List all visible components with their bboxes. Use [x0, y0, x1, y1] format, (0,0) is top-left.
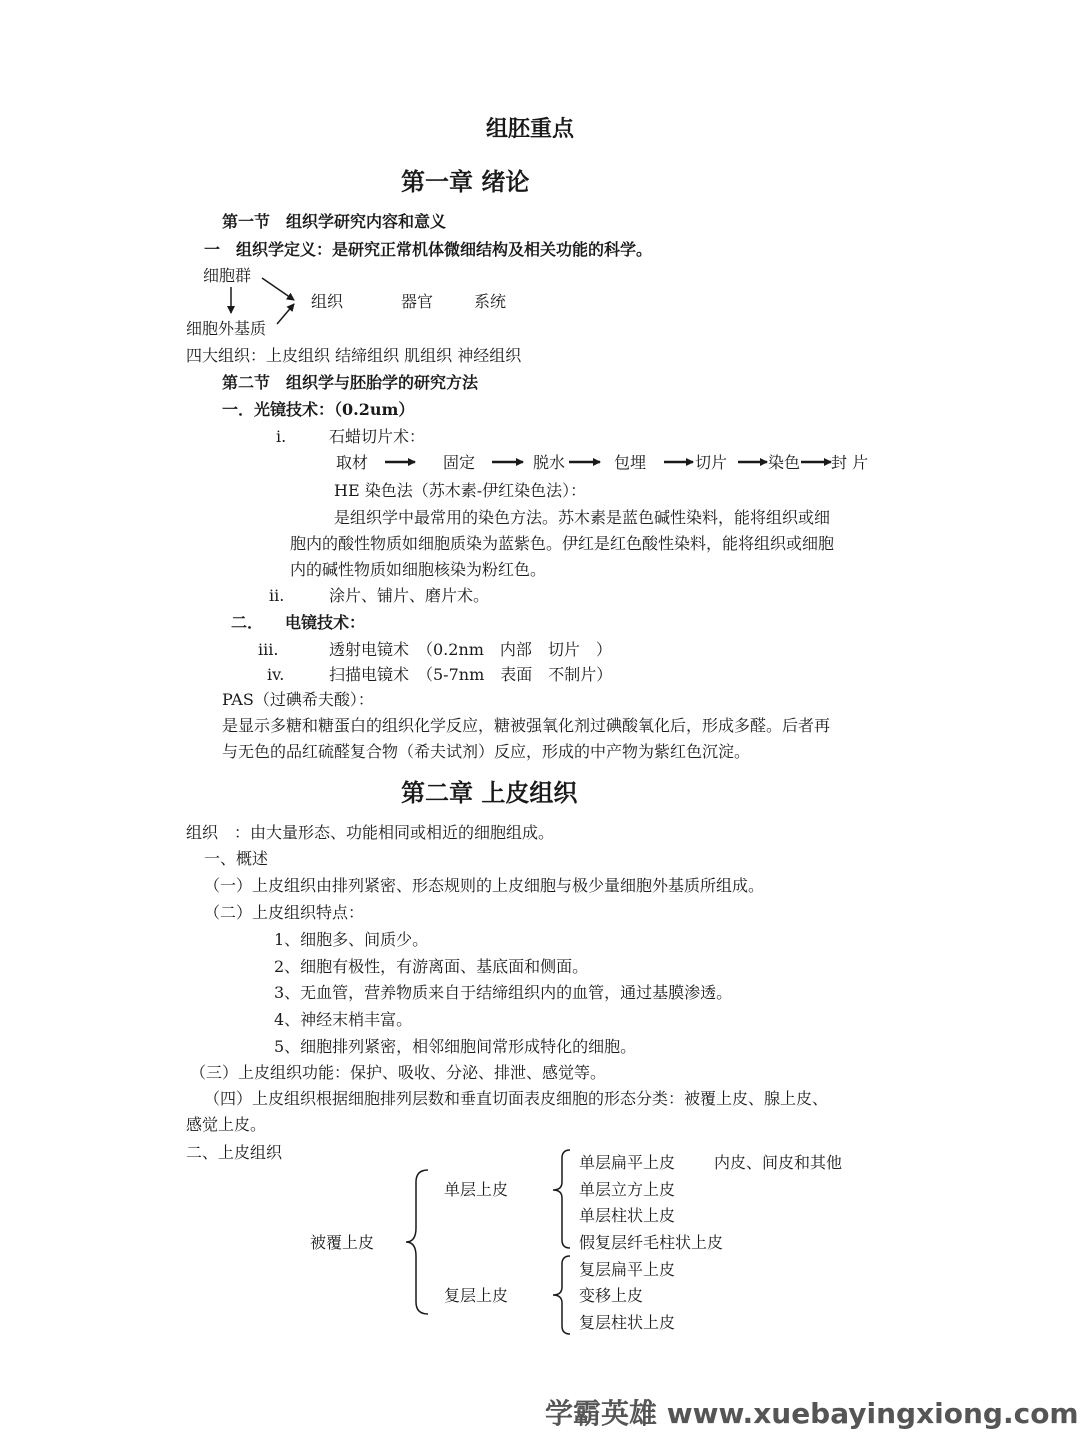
- item-iii-number: iii.: [258, 640, 279, 659]
- arrow-to-tissue-icon: [262, 278, 294, 300]
- brace-simple: [553, 1150, 570, 1248]
- step-embedding: 包埋: [614, 453, 647, 472]
- he-stain-line-2: 胞内的酸性物质如细胞质染为蓝紫色。伊红是红色酸性染料，能将组织或细胞: [290, 534, 835, 553]
- paragraph-3: （三）上皮组织功能：保护、吸收、分泌、排泄、感觉等。: [190, 1063, 607, 1082]
- overview-heading: 一、概述: [204, 849, 269, 868]
- feature-3: 3、无血管，营养物质来自于结缔组织内的血管，通过基膜渗透。: [274, 983, 733, 1002]
- section-2-heading: 第二节 组织学与胚胎学的研究方法: [222, 373, 479, 392]
- chapter-1-title: 第一章 绪论: [401, 167, 530, 196]
- tree-stratified-squamous: 复层扁平上皮: [579, 1260, 676, 1279]
- histology-definition: 一 组织学定义：是研究正常机体微细结构及相关功能的科学。: [204, 240, 653, 259]
- brace-covering: [406, 1170, 428, 1314]
- tree-pseudostratified: 假复层纤毛柱状上皮: [579, 1233, 724, 1252]
- tree-stratified-epithelium: 复层上皮: [444, 1286, 509, 1305]
- paragraph-4-line-1: （四）上皮组织根据细胞排列层数和垂直切面表皮细胞的形态分类：被覆上皮、腺上皮、: [204, 1089, 829, 1108]
- feature-1: 1、细胞多、间质少。: [274, 930, 429, 949]
- diagram-system: 系统: [474, 292, 507, 311]
- tree-stratified-columnar: 复层柱状上皮: [579, 1313, 676, 1332]
- smear-techniques: 涂片、铺片、磨片术。: [329, 586, 490, 605]
- feature-5: 5、细胞排列紧密，相邻细胞间常形成特化的细胞。: [274, 1037, 637, 1056]
- brace-stratified: [553, 1256, 570, 1334]
- tree-covering-epithelium: 被覆上皮: [310, 1233, 375, 1252]
- pas-line-2: 与无色的品红硫醛复合物（希夫试剂）反应，形成的中产物为紫红色沉淀。: [222, 742, 751, 761]
- he-stain-line-1: 是组织学中最常用的染色方法。苏木素是蓝色碱性染料，能将组织或细: [334, 508, 831, 527]
- diagram-extracellular-matrix: 细胞外基质: [186, 319, 267, 338]
- paragraph-1: （一）上皮组织由排列紧密、形态规则的上皮细胞与极少量细胞外基质所组成。: [204, 876, 765, 895]
- diagram-tissue: 组织: [311, 292, 344, 311]
- item-i-number: i.: [276, 427, 287, 446]
- step-sampling: 取材: [336, 453, 369, 472]
- pas-line-1: 是显示多糖和糖蛋白的组织化学反应，糖被强氧化剂过碘酸氧化后，形成多醛。后者再: [222, 716, 831, 735]
- paragraph-4-line-2: 感觉上皮。: [186, 1115, 267, 1134]
- he-stain-title: HE 染色法（苏木素-伊红染色法）：: [334, 481, 587, 500]
- tree-simple-squamous: 单层扁平上皮: [579, 1153, 676, 1172]
- document-title: 组胚重点: [486, 116, 575, 142]
- diagram-cell-group: 细胞群: [203, 266, 252, 285]
- em-number: 二．: [231, 613, 264, 632]
- paragraph-2: （二）上皮组织特点：: [204, 903, 365, 922]
- item-iv-number: iv.: [267, 665, 285, 684]
- sem-text: 扫描电镜术 （5-7nm 表面 不制片）: [329, 665, 613, 684]
- diagram-organ: 器官: [401, 292, 434, 311]
- section-1-heading: 第一节 组织学研究内容和意义: [222, 212, 447, 231]
- item-ii-number: ii.: [269, 586, 285, 605]
- tissue-definition: 组织 ：由大量形态、功能相同或相近的细胞组成。: [186, 823, 555, 842]
- step-dehydration: 脱水: [533, 453, 566, 472]
- tree-simple-columnar: 单层柱状上皮: [579, 1206, 676, 1225]
- pas-title: PAS（过碘希夫酸）：: [222, 690, 374, 709]
- tree-simple-squamous-note: 内皮、间皮和其他: [714, 1153, 843, 1172]
- four-tissues: 四大组织：上皮组织 结缔组织 肌组织 神经组织: [186, 346, 522, 365]
- paraffin-section-title: 石蜡切片术：: [329, 427, 426, 446]
- step-sectioning: 切片: [695, 453, 728, 472]
- chapter-2-title: 第二章 上皮组织: [401, 778, 578, 807]
- tree-simple-cuboidal: 单层立方上皮: [579, 1180, 676, 1199]
- epithelium-section-heading: 二、上皮组织: [186, 1143, 283, 1162]
- watermark: 学霸英雄 www.xuebayingxiong.com: [545, 1397, 1079, 1430]
- tem-text: 透射电镜术 （0.2nm 内部 切片 ）: [329, 640, 612, 659]
- light-microscopy-heading: 一．光镜技术：（0.2um）: [222, 400, 415, 419]
- feature-2: 2、细胞有极性，有游离面、基底面和侧面。: [274, 957, 589, 976]
- he-stain-line-3: 内的碱性物质如细胞核染为粉红色。: [290, 560, 547, 579]
- step-staining: 染色: [768, 453, 801, 472]
- feature-4: 4、神经末梢丰富。: [274, 1010, 413, 1029]
- step-fixation: 固定: [443, 453, 476, 472]
- step-mounting: 封 片: [831, 453, 869, 472]
- tree-transitional: 变移上皮: [579, 1286, 644, 1305]
- em-heading: 电镜技术：: [285, 613, 366, 632]
- tree-simple-epithelium: 单层上皮: [444, 1180, 509, 1199]
- arrow-to-tissue-icon: [277, 304, 294, 324]
